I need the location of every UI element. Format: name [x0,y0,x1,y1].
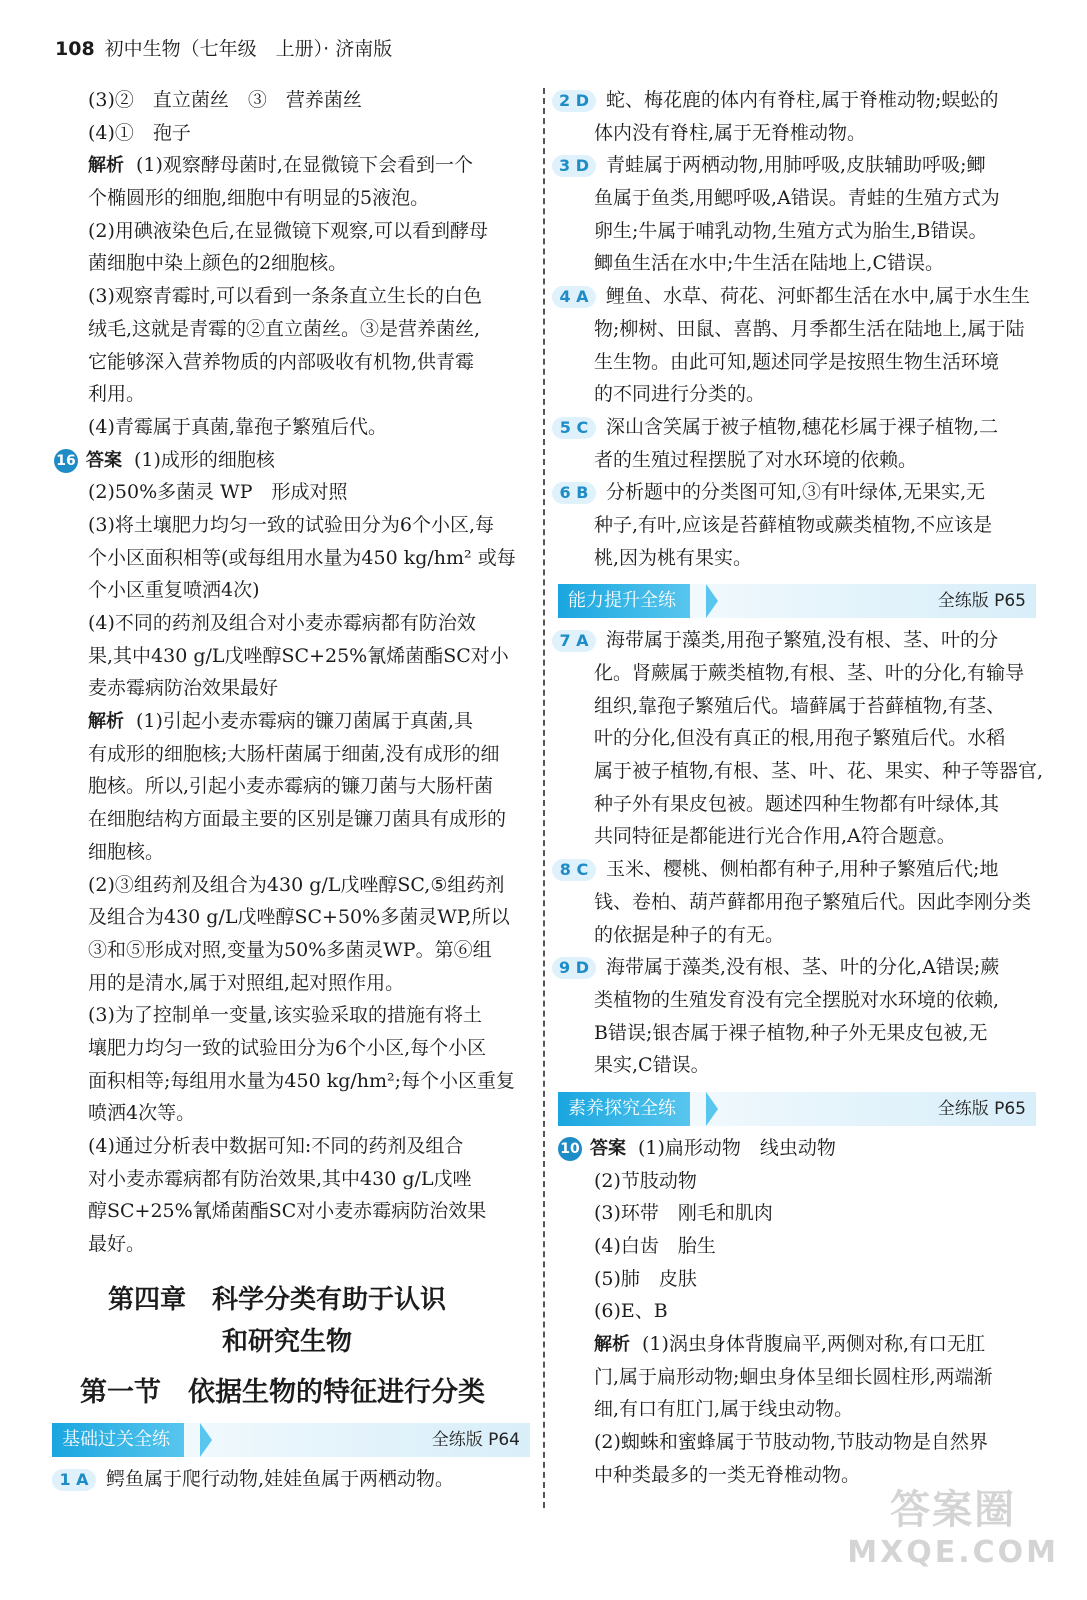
text-line: (2)用碘液染色后,在显微镜下观察,可以看到酵母 [88,219,488,242]
book-title: 初中生物（七年级 上册）· 济南版 [104,38,393,60]
text-line: (3)为了控制单一变量,该实验采取的措施有将土 [88,1004,482,1027]
text-line: 有成形的细胞核;大肠杆菌属于细菌,没有成形的细 [88,742,500,765]
question-4: 4 A 鲤鱼、水草、荷花、河虾都生活在水中,属于水生生 [558,280,1036,313]
answer-tag: 2 D [552,90,596,112]
text-line: 麦赤霉病防治效果最好 [88,677,279,700]
text-line: 喷洒4次等。 [88,1102,196,1125]
text-line: 中种类最多的一类无脊椎动物。 [594,1463,861,1486]
analysis-label: 解析 [88,711,124,733]
section-banner-inquiry [558,1092,1036,1126]
question-6: 6 B 分析题中的分类图可知,③有叶绿体,无果实,无 [558,476,1036,509]
answer-tag: 9 D [552,957,596,979]
text-line: 组织,靠孢子繁殖后代。墙藓属于苔藓植物,有茎、 [594,694,1006,717]
text-line: (4)白齿 胎生 [594,1235,716,1257]
page-header [55,34,392,66]
question-9: 9 D 海带属于藻类,没有根、茎、叶的分化,A错误;蕨 [558,951,1036,984]
analysis-label: 解析 [88,155,124,177]
text-line: 解析 (1)引起小麦赤霉病的镰刀菌属于真菌,具 [88,710,473,733]
banner-page-ref: 全练版 P64 [431,1429,520,1450]
question-number-badge: 10 [558,1137,582,1161]
section-banner-ability [558,584,1036,618]
page-number: 108 [55,38,95,60]
text-line: 细,有口有肛门,属于线虫动物。 [594,1398,854,1421]
text-line: (4)不同的药剂及组合对小麦赤霉病都有防治效 [88,612,476,634]
banner-page-ref: 全练版 P65 [937,1098,1026,1119]
text-line: 共同特征是都能进行光合作用,A符合题意。 [594,825,956,848]
text-line: (2)节肢动物 [594,1169,697,1192]
answer-label: 答案 [590,1137,626,1159]
text-line: 菌细胞中染上颜色的2细胞核。 [88,252,348,275]
banner-label: 基础过关全练 [52,1423,184,1457]
text-line: (3)观察青霉时,可以看到一条条直立生长的白色 [88,285,482,308]
text-line: (6)E、B [594,1300,668,1323]
question-1: 1 A 鳄鱼属于爬行动物,娃娃鱼属于两栖动物。 [52,1463,530,1496]
text-line: 绒毛,这就是青霉的②直立菌丝。③是营养菌丝, [88,317,481,340]
text-line: 鱼属于鱼类,用鳃呼吸,A错误。青蛙的生殖方式为 [594,187,1000,210]
banner-label: 素养探究全练 [558,1092,690,1126]
question-number-badge: 16 [54,449,78,473]
analysis-label: 解析 [594,1334,630,1356]
text-line: 桃,因为桃有果实。 [594,546,753,569]
text-line: 种子,有叶,应该是苔藓植物或蕨类植物,不应该是 [594,513,993,536]
text-line: 个小区面积相等(或每组用水量为450 kg/hm² 或每 [88,546,516,569]
text-line: 利用。 [88,383,146,406]
text-line: 解析 (1)观察酵母菌时,在显微镜下会看到一个 [88,154,473,177]
text-line: 者的生殖过程摆脱了对水环境的依赖。 [594,448,918,471]
question-7: 7 A 海带属于藻类,用孢子繁殖,没有根、茎、叶的分 [558,624,1036,657]
text-line: 胞核。所以,引起小麦赤霉病的镰刀菌与大肠杆菌 [88,775,494,798]
answer-tag: 6 B [552,482,596,504]
text-line: 它能够深入营养物质的内部吸收有机物,供青霉 [88,350,475,373]
chapter-title-line1: 第四章 科学分类有助于认识 [108,1284,447,1315]
text-line: (2)50%多菌灵 WP 形成对照 [88,481,348,504]
text-line: 对小麦赤霉病都有防治效果,其中430 g/L戊唑 [88,1167,472,1190]
answer-tag: 7 A [552,630,596,652]
answer-tag: 4 A [552,286,596,308]
text-line: 个椭圆形的细胞,细胞中有明显的5液泡。 [88,187,430,210]
question-3: 3 D 青蛙属于两栖动物,用肺呼吸,皮肤辅助呼吸;鲫 [558,149,1036,182]
text-line: 用的是清水,属于对照组,起对照作用。 [88,971,405,994]
text-line: (4)通过分析表中数据可知:不同的药剂及组合 [88,1135,464,1157]
text-line: 物;柳树、田鼠、喜鹊、月季都生活在陆地上,属于陆 [594,317,1025,340]
banner-page-ref: 全练版 P65 [937,591,1026,612]
answer-tag: 8 C [552,859,596,881]
question-10: 10 答案 (1)扁形动物 线虫动物 [558,1132,1036,1165]
watermark-line2: MXQE.COM [847,1535,1059,1570]
text-line: 鲫鱼生活在水中;牛生活在陆地上,C错误。 [594,252,944,275]
question-16: 16 答案 (1)成形的细胞核 [52,444,530,477]
text-line: 果,其中430 g/L戊唑醇SC+25%氰烯菌酯SC对小 [88,644,509,667]
question-5: 5 C 深山含笑属于被子植物,穗花杉属于裸子植物,二 [558,411,1036,444]
text-line: 细胞核。 [88,840,165,863]
column-divider [543,88,545,1508]
text-line: (3)② 直立菌丝 ③ 营养菌丝 [88,89,362,111]
right-column [558,84,1044,1492]
text-line: (3)环带 刚毛和肌肉 [594,1202,773,1225]
text-line: (5)肺 皮肤 [594,1267,697,1290]
text-line: 叶的分化,但没有真正的根,用孢子繁殖后代。水稻 [594,727,1006,750]
section-banner-basic [52,1423,530,1457]
text-line: (4)① 孢子 [88,121,191,144]
answer-tag: 5 C [552,417,596,439]
watermark-logo [847,1478,1059,1570]
text-line: ③和⑤形成对照,变量为50%多菌灵WP。第⑥组 [88,938,492,961]
text-line: 的依据是种子的有无。 [594,923,785,946]
text-line: 最好。 [88,1233,146,1256]
text-line: 类植物的生殖发育没有完全摆脱对水环境的依赖, [594,988,1000,1011]
answer-tag: 1 A [52,1469,96,1491]
text-line: (4)青霉属于真菌,靠孢子繁殖后代。 [88,415,387,438]
chapter-title-line2: 和研究生物 [222,1326,353,1357]
question-2: 2 D 蛇、梅花鹿的体内有脊柱,属于脊椎动物;蜈蚣的 [558,84,1036,117]
banner-arrow-icon [706,584,718,618]
banner-arrow-icon [706,1092,718,1126]
section-title: 第一节 依据生物的特征进行分类 [80,1376,485,1408]
text-line: 属于被子植物,有根、茎、叶、花、果实、种子等器官, [594,760,1044,783]
text-line: 壤肥力均匀一致的试验田分为6个小区,每个小区 [88,1036,487,1059]
text-line: 化。肾蕨属于蕨类植物,有根、茎、叶的分化,有输导 [594,662,1025,684]
answer-tag: 3 D [552,155,596,177]
text-line: 种子外有果皮包被。题述四种生物都有叶绿体,其 [594,792,1000,815]
text-line: 体内没有脊柱,属于无脊椎动物。 [594,121,867,144]
text-line: 生生物。由此可知,题述同学是按照生物生活环境 [594,350,1000,373]
text-line: 的不同进行分类的。 [594,383,766,406]
text-line: 醇SC+25%氰烯菌酯SC对小麦赤霉病防治效果 [88,1200,487,1223]
text-line: (3)将土壤肥力均匀一致的试验田分为6个小区,每 [88,513,495,536]
text-line: 个小区重复喷洒4次) [88,579,260,602]
text-line: 钱、卷柏、葫芦藓都用孢子繁殖后代。因此李刚分类 [594,890,1032,913]
text-line: 解析 (1)涡虫身体背腹扁平,两侧对称,有口无肛 [594,1333,985,1356]
text-line: 及组合为430 g/L戊唑醇SC+50%多菌灵WP,所以 [88,906,510,929]
text-line: 卵生;牛属于哺乳动物,生殖方式为胎生,B错误。 [594,219,988,242]
text-line: 果实,C错误。 [594,1054,710,1077]
left-column [52,84,530,1495]
banner-label: 能力提升全练 [558,584,690,618]
text-line: 门,属于扁形动物;蛔虫身体呈细长圆柱形,两端渐 [594,1365,993,1388]
answer-label: 答案 [86,449,122,471]
text-line: 在细胞结构方面最主要的区别是镰刀菌具有成形的 [88,808,507,831]
question-8: 8 C 玉米、樱桃、侧柏都有种子,用种子繁殖后代;地 [558,853,1036,886]
text-line: B错误;银杏属于裸子植物,种子外无果皮包被,无 [594,1021,988,1044]
watermark-line1: 答案圈 [890,1487,1017,1533]
text-line: (2)蜘蛛和蜜蜂属于节肢动物,节肢动物是自然界 [594,1431,988,1454]
text-line: (2)③组药剂及组合为430 g/L戊唑醇SC,⑤组药剂 [88,873,505,896]
banner-arrow-icon [200,1423,212,1457]
text-line: 面积相等;每组用水量为450 kg/hm²;每个小区重复 [88,1069,516,1092]
